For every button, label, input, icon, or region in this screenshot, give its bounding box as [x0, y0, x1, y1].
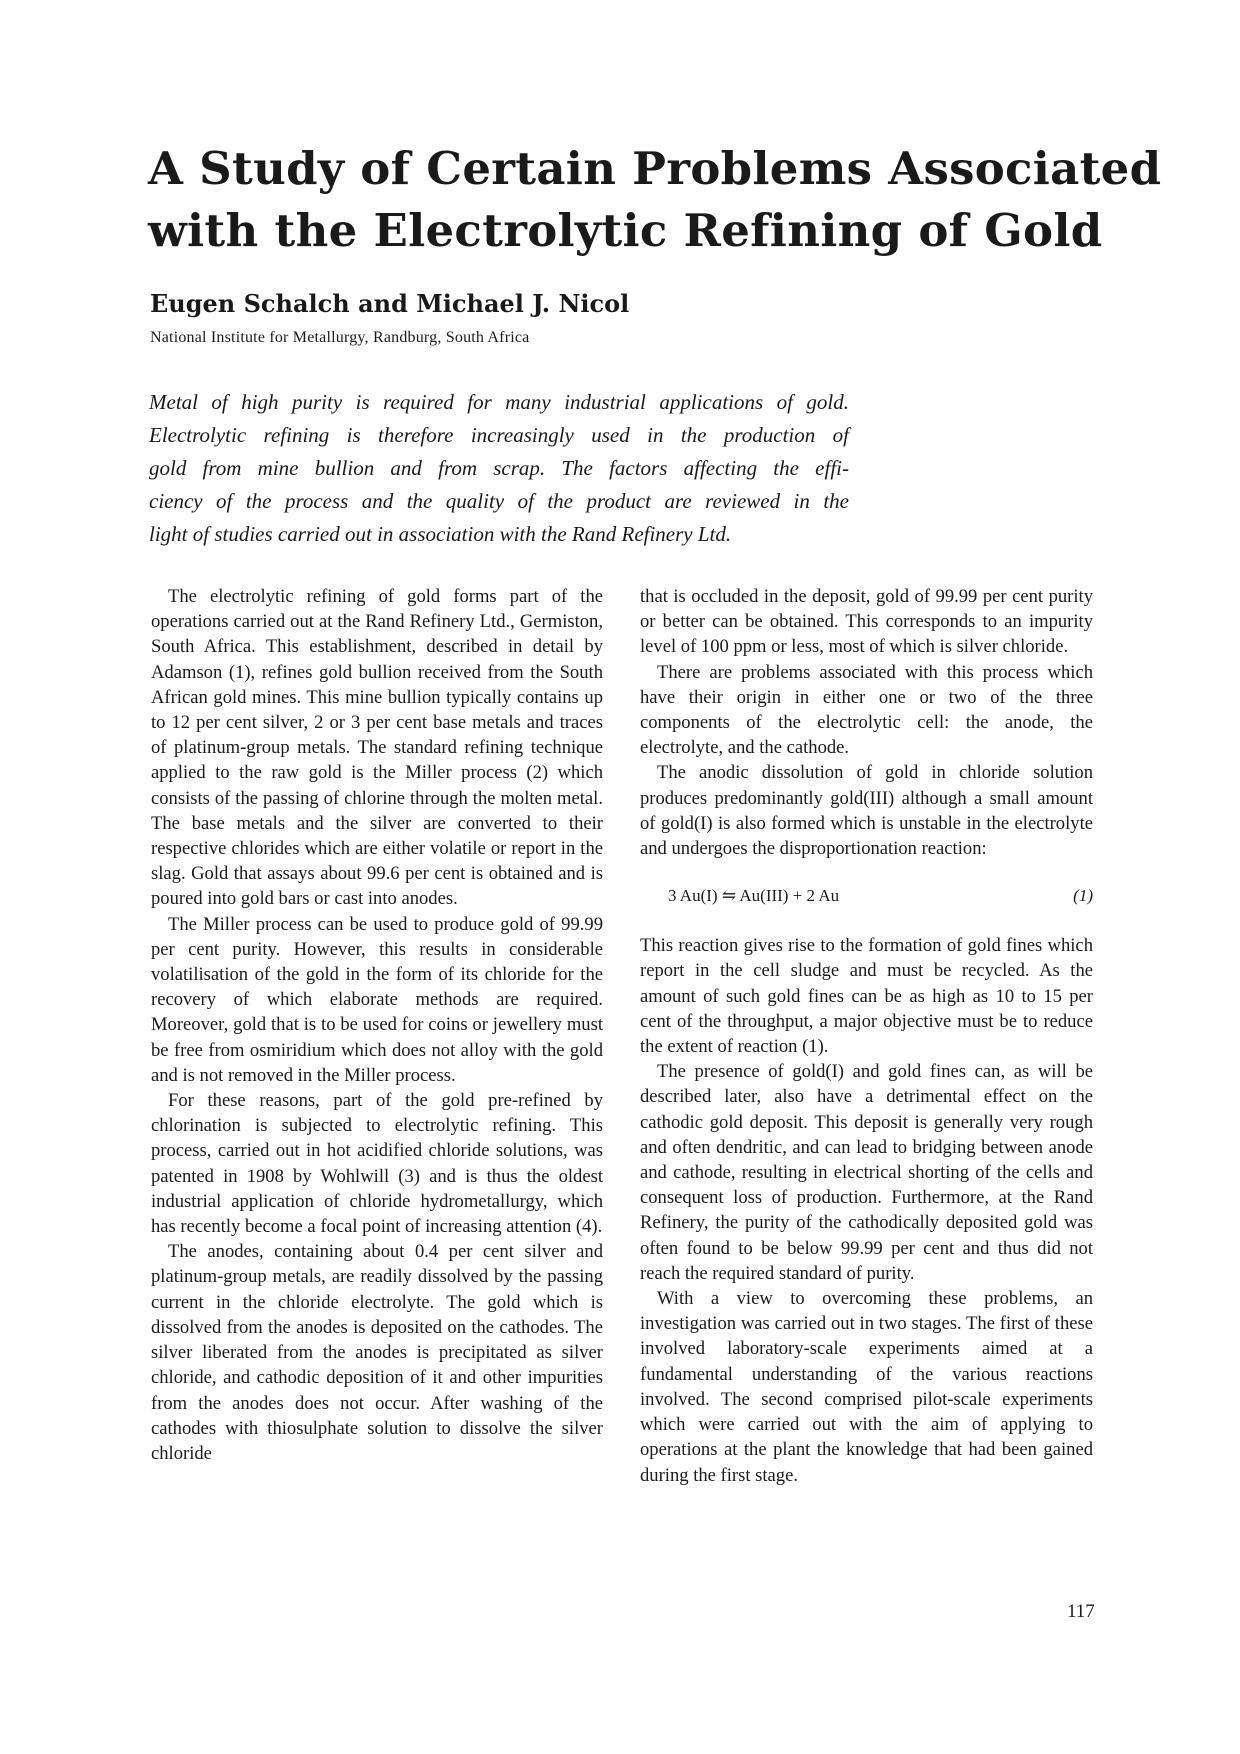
author-names: Eugen Schalch and Michael J. Nicol [150, 289, 630, 318]
equation-1 [640, 883, 1093, 908]
right-paragraph-4: This reaction gives rise to the formation of gold fines which report in the cell sludge and must be recycled. As the amount of such gold fines can be as high as 10 to 15 per cent of the throughput, a major objective must be to reduce the extent of reaction (1). [640, 935, 1093, 1058]
article-title [148, 138, 1162, 262]
left-column [151, 584, 603, 1466]
page-number: 117 [1067, 1601, 1095, 1622]
equation-expression: 3 Au(I) ⇋ Au(III) + 2 Au [668, 886, 840, 906]
title-line-1: A Study of Certain Problems Associated [148, 142, 1162, 195]
left-paragraph-2: The Miller process can be used to produce gold of 99.99 per cent purity. However, this results in considerable volatilisation of the gold in the form of its chloride for the recovery of which elaborate methods are required. Moreover, gold that is to be used for coins or jewellery must be free from osmiridium which does not alloy with the gold and is not removed in the Miller process. [151, 913, 603, 1086]
right-paragraph-2: There are problems associated with this process which have their origin in either one or two of the three components of the electrolytic cell: the anode, the electrolyte, and the cathode. [640, 661, 1093, 759]
right-paragraph-1: that is occluded in the deposit, gold of 99.99 per cent purity or better can be obtained. This corresponds to an impurity level of 100 ppm or less, most of which is silver chloride. [640, 586, 1093, 658]
abstract-line-1: Metal of high purity is required for many industrial applications of gold. [149, 390, 849, 414]
equation-number: (1) [1073, 886, 1093, 906]
author-affiliation: National Institute for Metallurgy, Randburg, South Africa [150, 329, 530, 346]
abstract [149, 386, 849, 551]
right-paragraph-5: The presence of gold(I) and gold fines can, as will be described later, also have a detrimental effect on the cathodic gold deposit. This deposit is generally very rough and often dendritic, and can lead to bridging between anode and cathode, resulting in electrical shorting of the cells and consequent loss of production. Furthermore, at the Rand Refinery, the purity of the cathodically deposited gold was often found to be below 99.99 per cent and thus did not reach the required standard of purity. [640, 1061, 1093, 1284]
abstract-line-3: gold from mine bullion and from scrap. The factors affecting the effi- [149, 456, 849, 480]
right-column [640, 584, 1093, 1488]
abstract-line-4: ciency of the process and the quality of the product are reviewed in the [149, 489, 849, 513]
title-line-2: with the Electrolytic Refining of Gold [148, 204, 1103, 257]
right-paragraph-3: The anodic dissolution of gold in chloride solution produces predominantly gold(III) although a small amount of gold(I) is also formed which is unstable in the electrolyte and undergoes the disproportionation reaction: [640, 762, 1093, 860]
left-paragraph-1: The electrolytic refining of gold forms part of the operations carried out at the Rand Refinery Ltd., Germiston, South Africa. This establishment, described in detail by Adamson (1), refines gold bullion received from the South African gold mines. This mine bullion typically contains up to 12 per cent silver, 2 or 3 per cent base metals and traces of platinum-group metals. The standard refining technique applied to the raw gold is the Miller process (2) which consists of the passing of chlorine through the molten metal. The base metals and the silver are converted to their respective chlorides which are either volatile or report in the slag. Gold that assays about 99.6 per cent is obtained and is poured into gold bars or cast into anodes. [151, 586, 603, 910]
left-paragraph-4: The anodes, containing about 0.4 per cent silver and platinum-group metals, are readily dissolved by the passing current in the chloride electrolyte. The gold which is dissolved from the anodes is deposited on the cathodes. The silver liberated from the anodes is precipitated as silver chloride, and cathodic deposition of it and other impurities from the anodes does not occur. After washing of the cathodes with thiosulphate solution to dissolve the silver chloride [151, 1241, 603, 1464]
abstract-line-5: light of studies carried out in association with the Rand Refinery Ltd. [149, 522, 732, 546]
left-paragraph-3: For these reasons, part of the gold pre-refined by chlorination is subjected to electrolytic refining. This process, carried out in hot acidified chloride solutions, was patented in 1908 by Wohlwill (3) and is thus the oldest industrial application of chloride hydrometallurgy, which has recently become a focal point of increasing attention (4). [151, 1090, 603, 1238]
abstract-line-2: Electrolytic refining is therefore increasingly used in the production of [149, 423, 849, 447]
right-paragraph-6: With a view to overcoming these problems, an investigation was carried out in two stages. The first of these involved laboratory-scale experiments aimed at a fundamental understanding of the various reactions involved. The second comprised pilot-scale experiments which were carried out with the aim of applying to operations at the plant the knowledge that had been gained during the first stage. [640, 1288, 1093, 1486]
